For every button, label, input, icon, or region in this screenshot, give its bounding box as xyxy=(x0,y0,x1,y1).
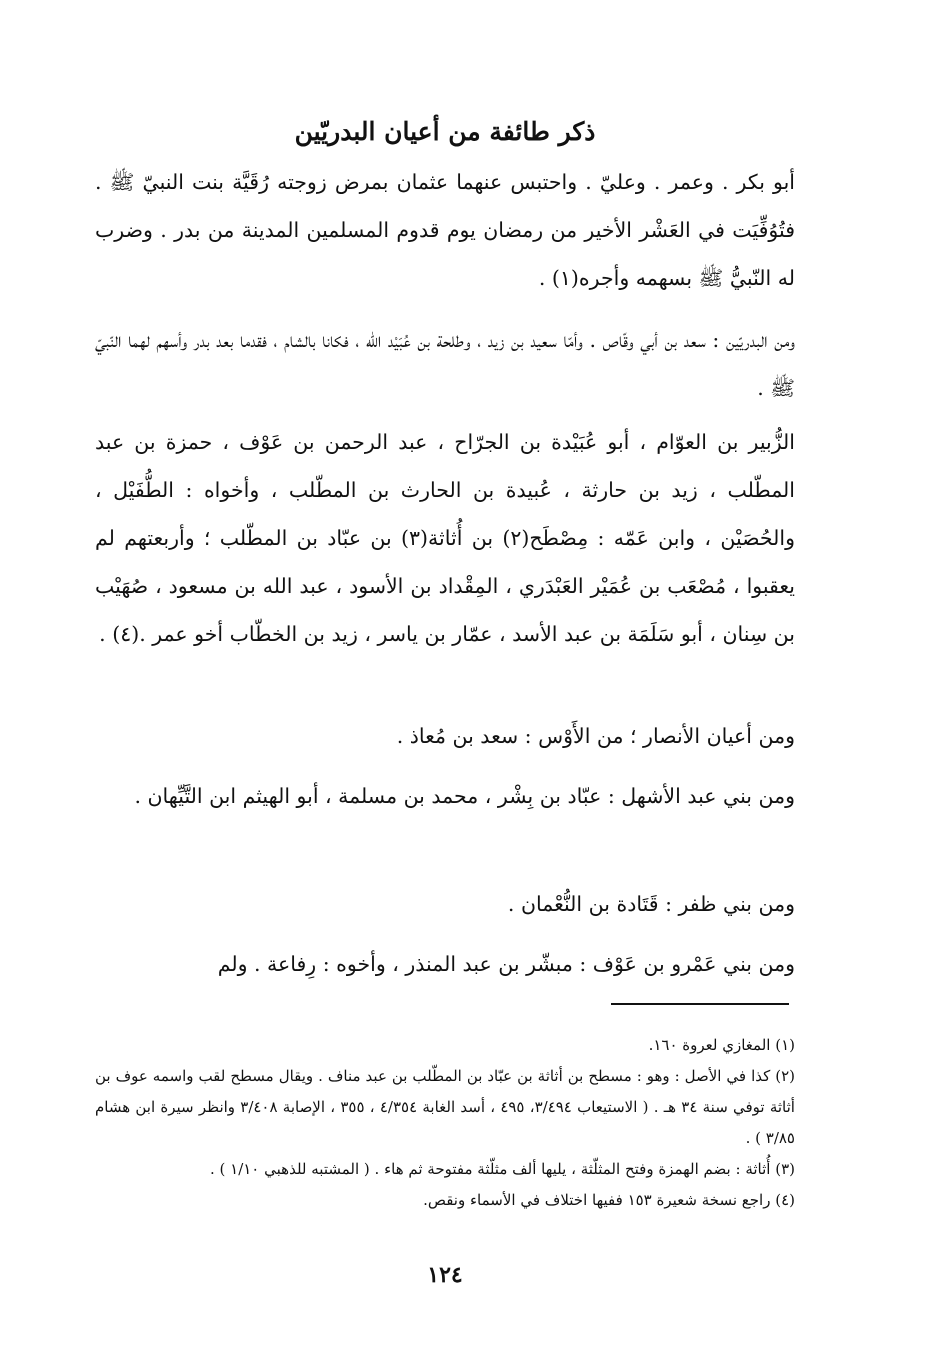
paragraph-6: ومن بني ظفر : قَتَادة بن النُّعْمان . xyxy=(507,892,795,916)
paragraph-3: الزُّبير بن العوّام ، أبو عُبَيْدة بن الجرّاح ، عبد الرحمن بن عَوْف ، حمزة بن عبد المطّلب ، زيد بن حارثة ، عُبيدة بن الحارث بن المطّلب ، وأخواه : الطُّفَيْل ، والحُصَيْن ، وابن عَمّه : مِصْطَح(٢) بن أُثاثة(٣) بن عبّاد بن المطّلب ؛ وأربعتهم لم يعقبوا ، مُصْعَب بن عُمَيْر العَبْدَري ، المِقْداد بن الأسود ، عبد الله بن مسعود ، صُهَيْب بن سِنان ، أبو سَلَمَة بن عبد الأسد ، عمّار بن ياسر ، زيد بن الخطّاب أخو عمر .(٤) . xyxy=(95,430,795,646)
footnotes xyxy=(95,1030,795,1216)
section-heading: ذكر طائفة من أعيان البدريّين xyxy=(294,117,596,146)
paragraph-4: ومن أعيان الأنصار ؛ من الأَوْس : سعد بن مُعاذ . xyxy=(396,724,795,748)
footnote-3: (٣) أُثاثة : بضم الهمزة وفتح المثلّثة ، يليها ألف مثلّثة مفتوحة ثم هاء . ( المشتبه للذهبي ١/١٠ ) . xyxy=(209,1160,795,1178)
paragraph-1: أبو بكر . وعمر . وعليّ . واحتبس عنهما عثمان بمرض زوجته رُقَيَّة بنت النبيّ ﷺ . فتُوُفِّيَت في العَشْر الأخير من رمضان يوم قدوم المسلمين المدينة من بدر . وضرب له النّبيُّ ﷺ بسهمه وأجره(١) . xyxy=(95,170,795,290)
footnote-2: (٢) كذا في الأصل : وهو : مسطح بن أثاثة بن عبّاد بن المطّلب بن عبد مناف . ويقال مسطح لقب واسمه عوف بن أثاثة توفي سنة ٣٤ هـ . ( الاستيعاب ٣/٤٩٤، ٤٩٥ ، أسد الغابة ٤/٣٥٤ ، ٣٥٥ ، الإصابة ٣/٤٠٨ وانظر سيرة ابن هشام ٣/٨٥ ) . xyxy=(95,1067,795,1147)
footnote-1: (١) المغازي لعروة ١٦٠. xyxy=(648,1036,795,1054)
paragraph-2: ومن البدريّين : سعد بن أبي وقّاص . وأمّا سعيد بن زيد ، وطلحة بن عُبَيْد الله ، فكانا بالشام ، فقدما بعد بدر وأسهم لهما النّبيّ ﷺ . xyxy=(95,328,795,400)
paragraph-5: ومن بني عبد الأشهل : عبّاد بن بِشْر ، محمد بن مسلمة ، أبو الهيثم ابن التَّيِّهان . xyxy=(134,784,795,808)
footnote-divider xyxy=(611,1003,789,1005)
page-number: ١٢٤ xyxy=(427,1262,463,1288)
paragraph-7: ومن بني عَمْرو بن عَوْف : مبشّر بن عبد المنذر ، وأخوه : رِفاعة . ولم xyxy=(217,952,795,976)
footnote-4: (٤) راجع نسخة شعيرة ١٥٣ ففيها اختلاف في الأسماء ونقص. xyxy=(423,1191,795,1209)
